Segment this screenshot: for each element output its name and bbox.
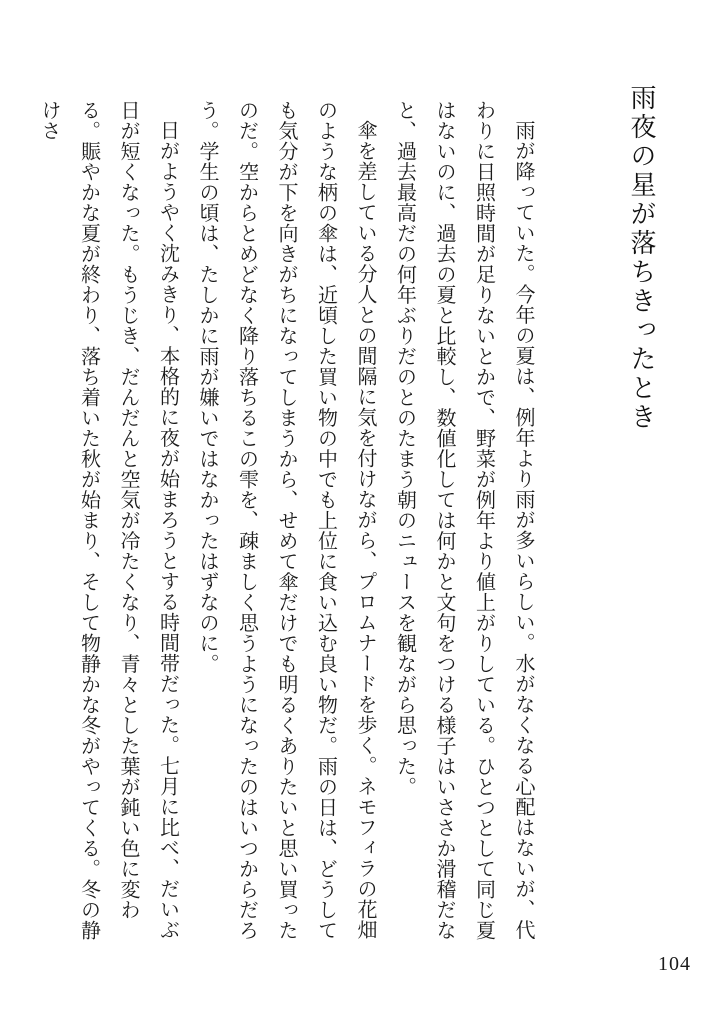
page-title: 雨夜の星が落ちきったとき bbox=[626, 84, 656, 432]
paragraph-2: 傘を差している分人との間隔に気を付けながら、プロムナードを歩く。ネモフィラの花畑のような柄の傘は、近頃した買い物の中でも上位に食い込む良い物だ。雨の日は、どうしても気分が下を向きがちになってしまうから、せめて傘だけでも明るくありたいと思い買ったのだ。空からとめどなく降り落ちるこの雫を、疎ましく思うようになったのはいつからだろう。学生の頃は、たしかに雨が嫌いではなかったはずなのに。 bbox=[196, 100, 376, 941]
paragraph-1: 雨が降っていた。今年の夏は、例年より雨が多いらしい。水がなくなる心配はないが、代わりに日照時間が足りないとかで、野菜が例年より値上がりしている。ひとつとして同じ夏はないのに、過去の夏と比較し、数値化しては何かと文句をつける様子はいささか滑稽だなと、過去最高だの何年ぶりだのとのたまう朝のニュースを観ながら思った。 bbox=[393, 100, 534, 941]
paragraph-3: 日がようやく沈みきり、本格的に夜が始まろうとする時間帯だった。七月に比べ、だいぶ日が短くなった。もうじき、だんだんと空気が冷たくなり、青々とした葉が鈍い色に変わる。賑やかな夏が終わり、落ち着いた秋が始まり、そして物静かな冬がやってくる。冬の静けさ bbox=[38, 100, 179, 941]
body-text bbox=[29, 100, 543, 942]
page-number: 104 bbox=[658, 953, 691, 975]
